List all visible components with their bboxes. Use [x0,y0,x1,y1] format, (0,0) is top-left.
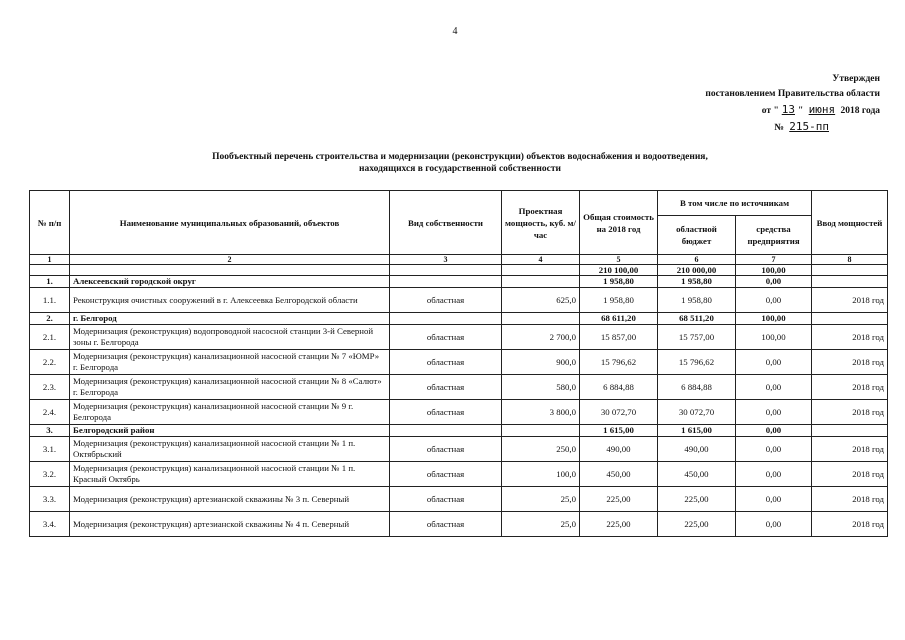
column-number: 5 [580,255,658,265]
column-number: 8 [812,255,888,265]
item-commission: 2018 год [812,487,888,512]
item-cost: 225,00 [580,512,658,537]
header-sources: В том числе по источникам [658,191,812,216]
item-cost: 15 796,62 [580,350,658,375]
objects-table [29,190,888,537]
item-cost: 6 884,88 [580,375,658,400]
approval-year: 2018 года [840,106,880,116]
item-capacity: 625,0 [502,288,580,313]
header-num: № п/п [30,191,70,255]
column-number: 3 [390,255,502,265]
item-regional: 1 958,80 [658,288,736,313]
table-row [30,375,888,400]
item-num: 3.3. [30,487,70,512]
total-commission [812,265,888,276]
group-capacity [502,276,580,288]
item-ownership: областная [390,400,502,425]
group-row [30,276,888,288]
table-body [30,255,888,537]
item-regional: 450,00 [658,462,736,487]
total-enterprise: 100,00 [736,265,812,276]
total-row [30,265,888,276]
item-regional: 30 072,70 [658,400,736,425]
item-capacity: 900,0 [502,350,580,375]
item-name: Модернизация (реконструкция) артезианской скважины № 3 п. Северный [70,487,390,512]
group-commission [812,425,888,437]
group-cost: 1 615,00 [580,425,658,437]
approval-day: 13 [781,103,795,116]
total-regional: 210 000,00 [658,265,736,276]
item-name: Модернизация (реконструкция) артезианской скважины № 4 п. Северный [70,512,390,537]
approval-number-value: 215-пп [789,120,829,133]
total-name [70,265,390,276]
item-num: 2.4. [30,400,70,425]
header-enterprise: средства предприятия [736,216,812,255]
column-number: 6 [658,255,736,265]
group-name: Алексеевский городской округ [70,276,390,288]
item-name: Модернизация (реконструкция) канализационной насосной станции № 1 п. Октябрьский [70,437,390,462]
item-commission: 2018 год [812,288,888,313]
total-ownership [390,265,502,276]
item-enterprise: 0,00 [736,487,812,512]
item-num: 3.4. [30,512,70,537]
item-capacity: 2 700,0 [502,325,580,350]
item-num: 3.1. [30,437,70,462]
item-commission: 2018 год [812,350,888,375]
item-num: 2.1. [30,325,70,350]
item-ownership: областная [390,288,502,313]
document-title-line1: Пообъектный перечень строительства и модернизации (реконструкции) объектов водоснабжения и водоотведения, [212,152,708,162]
table-row [30,487,888,512]
item-ownership: областная [390,512,502,537]
group-num: 3. [30,425,70,437]
header-commission: Ввод мощностей [812,191,888,255]
table-row [30,462,888,487]
group-num: 1. [30,276,70,288]
table-row [30,437,888,462]
item-commission: 2018 год [812,512,888,537]
header-name: Наименование муниципальных образований, объектов [70,191,390,255]
item-enterprise: 0,00 [736,288,812,313]
item-ownership: областная [390,437,502,462]
group-ownership [390,425,502,437]
item-commission: 2018 год [812,325,888,350]
item-regional: 225,00 [658,487,736,512]
approval-date [640,102,880,119]
item-ownership: областная [390,487,502,512]
item-cost: 450,00 [580,462,658,487]
approval-title: Утвержден [832,74,880,84]
item-commission: 2018 год [812,462,888,487]
header-cost: Общая стоимость на 2018 год [580,191,658,255]
column-number: 7 [736,255,812,265]
table-row [30,288,888,313]
item-cost: 225,00 [580,487,658,512]
item-enterprise: 0,00 [736,350,812,375]
item-num: 2.2. [30,350,70,375]
column-number: 1 [30,255,70,265]
item-ownership: областная [390,462,502,487]
approval-date-mid: " [797,106,804,116]
item-regional: 225,00 [658,512,736,537]
item-enterprise: 0,00 [736,462,812,487]
table-row [30,512,888,537]
group-ownership [390,313,502,325]
item-enterprise: 0,00 [736,375,812,400]
item-name: Модернизация (реконструкция) канализационной насосной станции № 8 «Салют» г. Белгорода [70,375,390,400]
item-regional: 490,00 [658,437,736,462]
item-capacity: 25,0 [502,512,580,537]
header-row [30,191,888,216]
item-capacity: 580,0 [502,375,580,400]
group-row [30,425,888,437]
group-name: Белгородский район [70,425,390,437]
item-num: 3.2. [30,462,70,487]
header-ownership: Вид собственности [390,191,502,255]
group-enterprise: 100,00 [736,313,812,325]
total-capacity [502,265,580,276]
item-regional: 15 757,00 [658,325,736,350]
column-number: 4 [502,255,580,265]
item-num: 2.3. [30,375,70,400]
group-enterprise: 0,00 [736,276,812,288]
item-enterprise: 0,00 [736,437,812,462]
item-ownership: областная [390,375,502,400]
group-num: 2. [30,313,70,325]
page-number: 4 [452,26,458,37]
item-commission: 2018 год [812,400,888,425]
item-capacity: 100,0 [502,462,580,487]
document-title [170,151,750,175]
group-ownership [390,276,502,288]
item-enterprise: 100,00 [736,325,812,350]
total-cost: 210 100,00 [580,265,658,276]
approval-month: июня [808,103,836,116]
group-regional: 68 511,20 [658,313,736,325]
approval-number-prefix: № [774,123,784,133]
item-cost: 30 072,70 [580,400,658,425]
item-name: Модернизация (реконструкция) канализационной насосной станции № 1 п. Красный Октябрь [70,462,390,487]
item-cost: 490,00 [580,437,658,462]
item-enterprise: 0,00 [736,512,812,537]
item-ownership: областная [390,325,502,350]
group-row [30,313,888,325]
group-commission [812,276,888,288]
group-cost: 1 958,80 [580,276,658,288]
header-regional: областной бюджет [658,216,736,255]
item-capacity: 25,0 [502,487,580,512]
approval-number [640,119,880,136]
item-capacity: 250,0 [502,437,580,462]
item-commission: 2018 год [812,437,888,462]
approval-block [640,72,880,136]
group-enterprise: 0,00 [736,425,812,437]
item-name: Модернизация (реконструкция) канализационной насосной станции № 7 «ЮМР» г. Белгорода [70,350,390,375]
column-number: 2 [70,255,390,265]
approval-authority: постановлением Правительства области [705,89,880,99]
table-row [30,350,888,375]
item-regional: 6 884,88 [658,375,736,400]
table-row [30,325,888,350]
table-row [30,400,888,425]
group-capacity [502,313,580,325]
item-cost: 15 857,00 [580,325,658,350]
item-name: Модернизация (реконструкция) канализационной насосной станции № 9 г. Белгорода [70,400,390,425]
header-capacity: Проектная мощность, куб. м/час [502,191,580,255]
approval-date-prefix: от " [761,106,779,116]
column-number-row [30,255,888,265]
item-capacity: 3 800,0 [502,400,580,425]
group-regional: 1 615,00 [658,425,736,437]
group-commission [812,313,888,325]
total-num [30,265,70,276]
group-regional: 1 958,80 [658,276,736,288]
item-enterprise: 0,00 [736,400,812,425]
group-name: г. Белгород [70,313,390,325]
group-cost: 68 611,20 [580,313,658,325]
item-name: Реконструкция очистных сооружений в г. Алексеевка Белгородской области [70,288,390,313]
item-num: 1.1. [30,288,70,313]
document-title-line2: находящихся в государственной собственности [359,164,561,174]
item-ownership: областная [390,350,502,375]
group-capacity [502,425,580,437]
item-name: Модернизация (реконструкция) водопроводной насосной станции 3-й Северной зоны г. Белгорода [70,325,390,350]
item-regional: 15 796,62 [658,350,736,375]
item-cost: 1 958,80 [580,288,658,313]
item-commission: 2018 год [812,375,888,400]
